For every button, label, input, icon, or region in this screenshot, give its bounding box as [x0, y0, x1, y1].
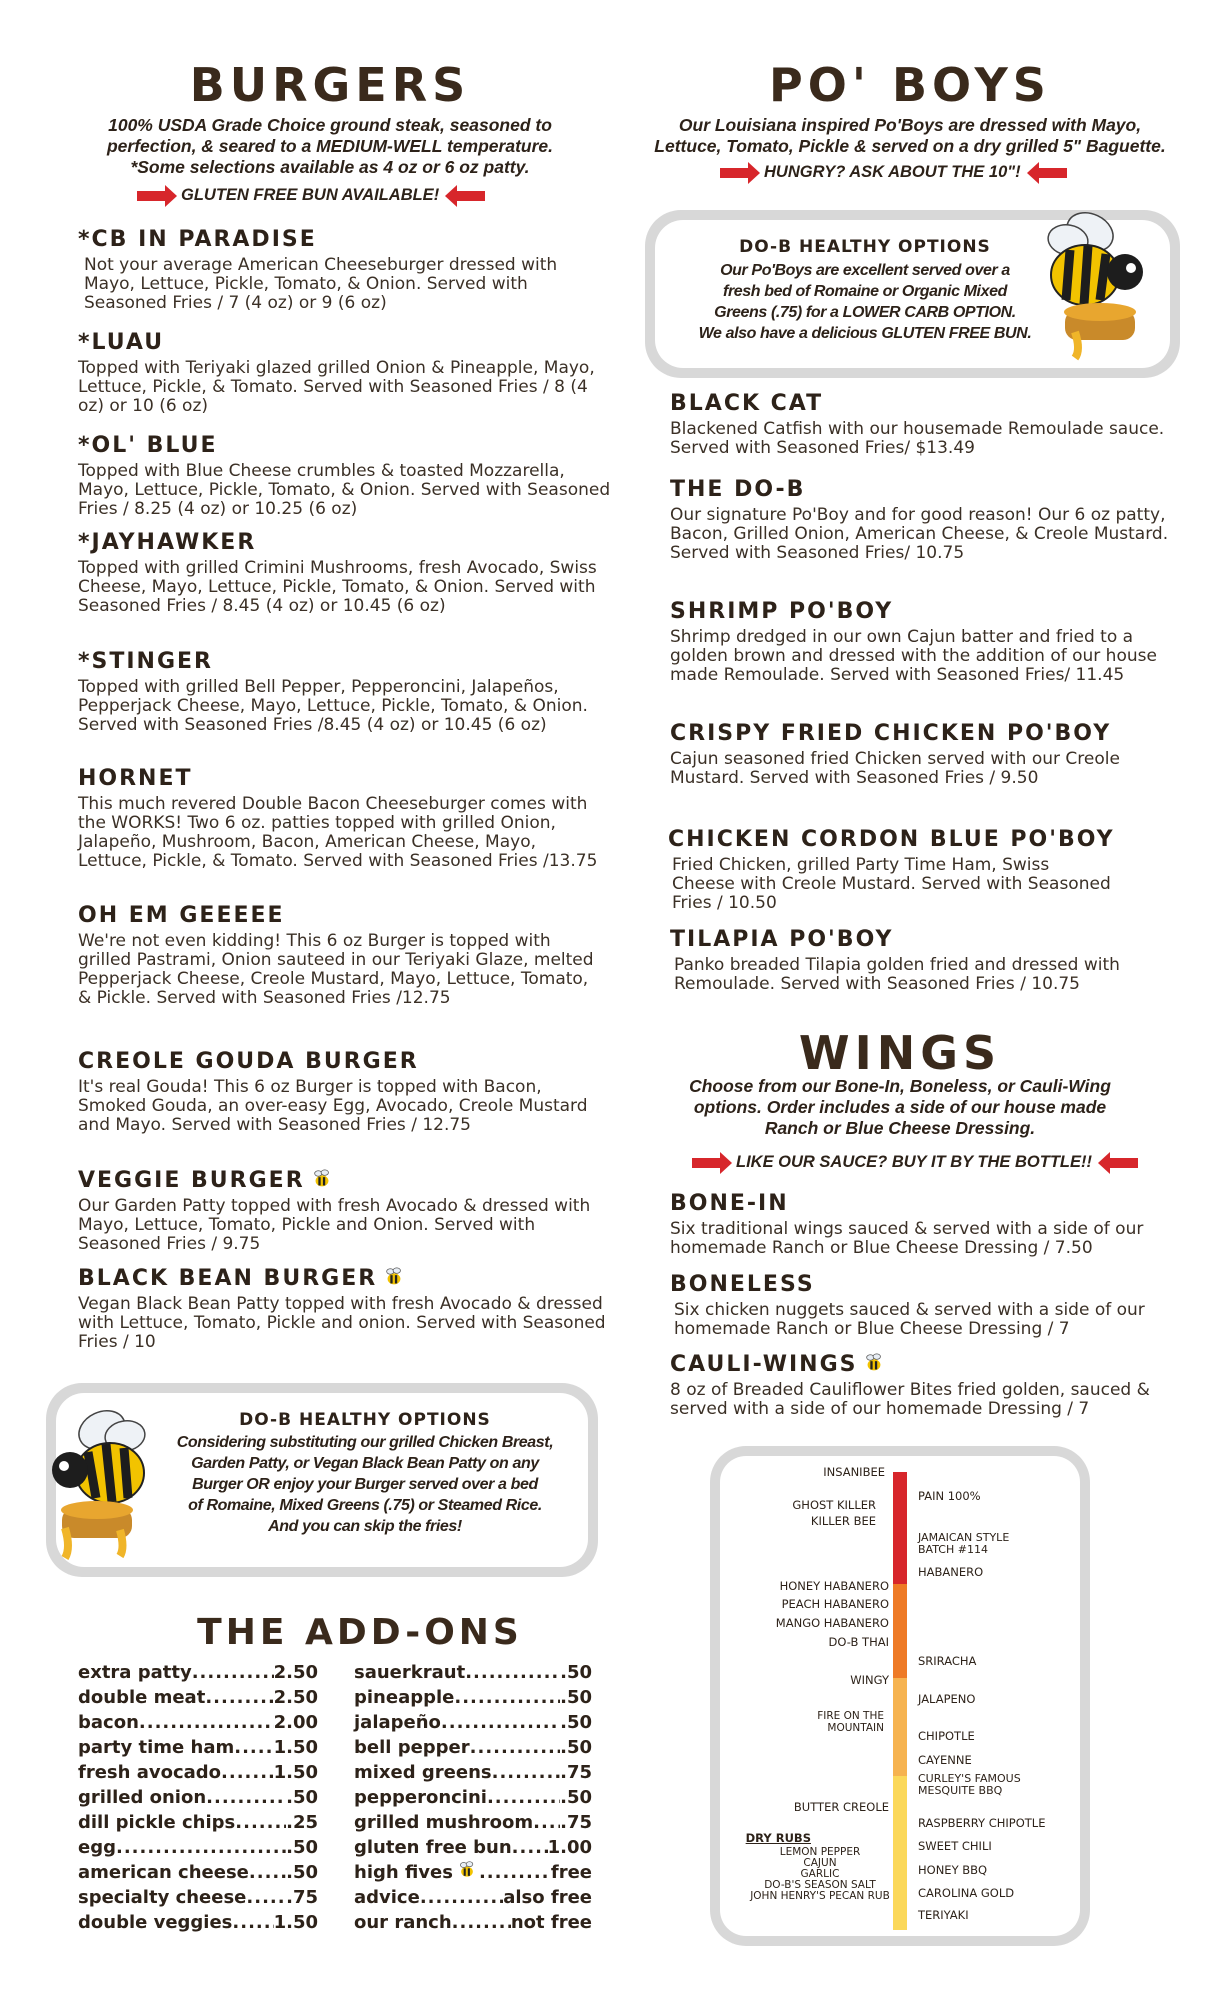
addon-row: grilled onion ..... .50 [78, 1785, 318, 1810]
item-desc: It's real Gouda! This 6 oz Burger is topped with Bacon, Smoked Gouda, an over-easy Egg, Avocado, Creole Mustard and Mayo. Served with Seasoned Fries / 12.75 [78, 1077, 588, 1135]
addon-row: bacon ..... 2.00 [78, 1710, 318, 1735]
item-name: CAULI-WINGS [670, 1352, 1190, 1377]
poboys-title: PO' BOYS [769, 58, 1051, 112]
sauce-label: MOUNTAIN [827, 1722, 884, 1734]
heat-level-hot [893, 1584, 907, 1678]
menu-item [78, 1050, 598, 1135]
item-name: *LUAU [78, 330, 165, 355]
heat-scale-bar [893, 1472, 907, 1930]
ten-inch-callout: HUNGRY? ASK ABOUT THE 10"! [720, 163, 1067, 182]
item-desc: Shrimp dredged in our own Cajun batter and fried to a golden brown and dressed with the addition of our house made Remoulade. Served with Seasoned Fries/ 11.45 [670, 627, 1157, 685]
addon-row: extra patty ..... 2.50 [78, 1660, 318, 1685]
addons-left-list [78, 1660, 318, 1935]
addon-row: double meat ..... 2.50 [78, 1685, 318, 1710]
menu-item [78, 650, 598, 735]
gluten-free-callout: GLUTEN FREE BUN AVAILABLE! [137, 186, 485, 205]
menu-item [78, 1168, 598, 1254]
item-name: BLACK BEAN BURGER [78, 1266, 598, 1291]
item-name: CRISPY FRIED CHICKEN PO'BOY [670, 721, 1112, 746]
poboys-intro: Our Louisiana inspired Po'Boys are dressed with Mayo, Lettuce, Tomato, Pickle & served on a dry grilled 5" Baguette. [654, 115, 1166, 156]
arrow-left-icon [455, 191, 485, 201]
sauce-label: GARLIC [800, 1868, 840, 1880]
item-name: HORNET [78, 766, 193, 791]
item-desc: Topped with grilled Crimini Mushrooms, fresh Avocado, Swiss Cheese, Mayo, Lettuce, Pickle, Tomato, & Onion. Served with Seasoned Fries / 8.45 (4 oz) or 10.45 (6 oz) [78, 558, 597, 616]
item-desc: We're not even kidding! This 6 oz Burger is topped with grilled Pastrami, Onion sauteed in our Teriyaki Glaze, melted Pepperjack Cheese, Creole Mustard, Mayo, Lettuce, Tomato, & Pickle. Served with Seasoned Fries /12.75 [78, 931, 594, 1008]
sauce-label: JAMAICAN STYLE [918, 1531, 1010, 1544]
arrow-right-icon [137, 191, 167, 201]
sauce-label: DO-B'S SEASON SALT [764, 1879, 876, 1891]
item-desc: 8 oz of Breaded Cauliflower Bites fried golden, sauced & served with a side of our homemade Dressing / 7 [670, 1380, 1150, 1419]
sauce-label: BUTTER CREOLE [793, 1800, 889, 1814]
sauce-bottle-callout: LIKE OUR SAUCE? BUY IT BY THE BOTTLE!! [692, 1153, 1138, 1172]
sauce-label: HONEY HABANERO [779, 1579, 889, 1593]
sauce-label: DRY RUBS [745, 1831, 811, 1845]
item-name: *STINGER [78, 649, 213, 674]
item-name: BONELESS [670, 1272, 815, 1297]
item-name: *JAYHAWKER [78, 530, 257, 555]
item-name: VEGGIE BURGER [78, 1168, 598, 1193]
sauce-label: KILLER BEE [810, 1514, 876, 1528]
healthy-options-title: DO-B HEALTHY OPTIONS [239, 1410, 491, 1430]
menu-item [670, 928, 1190, 994]
menu-item [670, 1352, 1190, 1419]
menu-item [670, 600, 1190, 685]
menu-item [670, 1273, 1190, 1339]
menu-item [78, 531, 598, 616]
arrow-left-icon [1037, 168, 1067, 178]
bee-icon [457, 1860, 477, 1880]
addon-row: pineapple ..... .50 [354, 1685, 592, 1710]
sauce-label: CHIPOTLE [918, 1729, 975, 1743]
addon-row: advice ..... also free [354, 1885, 592, 1910]
menu-item [78, 904, 598, 1008]
sauce-label: HABANERO [918, 1565, 984, 1579]
sauce-label: CAROLINA GOLD [918, 1886, 1015, 1900]
sauce-label: CAYENNE [918, 1753, 972, 1767]
addon-row: party time ham ..... 1.50 [78, 1735, 318, 1760]
sauce-label: BATCH #114 [918, 1543, 988, 1556]
sauce-label: WINGY [850, 1673, 889, 1687]
addon-row: dill pickle chips ..... .25 [78, 1810, 318, 1835]
item-desc: Six chicken nuggets sauced & served with a side of our homemade Ranch or Blue Cheese Dressing / 7 [674, 1300, 1145, 1339]
item-desc: Six traditional wings sauced & served with a side of our homemade Ranch or Blue Cheese Dressing / 7.50 [670, 1219, 1144, 1258]
item-desc: Our Garden Patty topped with fresh Avocado & dressed with Mayo, Lettuce, Tomato, Pickle and Onion. Served with Seasoned Fries / 9.75 [78, 1196, 591, 1254]
sauce-label: JOHN HENRY'S PECAN RUB [750, 1890, 890, 1902]
item-name: CHICKEN CORDON BLUE PO'BOY [668, 827, 1115, 852]
sauce-label: FIRE ON THE [817, 1710, 884, 1722]
bee-icon [383, 1266, 405, 1288]
item-name: TILAPIA PO'BOY [670, 927, 894, 952]
menu-item [670, 722, 1190, 788]
menu-item [670, 392, 1190, 458]
sauce-label: JALAPENO [918, 1692, 976, 1706]
addon-row: egg ..... .50 [78, 1835, 318, 1860]
addons-title: THE ADD-ONS [197, 1612, 523, 1653]
addon-row: american cheese ..... .50 [78, 1860, 318, 1885]
item-desc: Our signature Po'Boy and for good reason! Our 6 oz patty, Bacon, Grilled Onion, American Cheese, & Creole Mustard. Served with Seasoned Fries/ 10.75 [670, 505, 1169, 563]
menu-item [670, 478, 1190, 563]
addon-row: sauerkraut ..... .50 [354, 1660, 592, 1685]
bee-icon [863, 1352, 885, 1374]
addon-row: fresh avocado ..... 1.50 [78, 1760, 318, 1785]
item-desc: This much revered Double Bacon Cheeseburger comes with the WORKS! Two 6 oz. patties topped with grilled Onion, Jalapeño, Mushroom, Bacon, American Cheese, Mayo, Lettuce, Pickle, & Tomato. Served with Seasoned Fries /13.75 [78, 794, 598, 871]
item-name: OH EM GEEEEE [78, 903, 285, 928]
healthy-options-text: Our Po'Boys are excellent served over a fresh bed of Romaine or Organic Mixed Greens (.75) for a LOWER CARB OPTION. We also have a delicious GLUTEN FREE BUN. [698, 262, 1032, 342]
healthy-options-text: Considering substituting our grilled Chicken Breast, Garden Patty, or Vegan Black Bean Patty on any Burger OR enjoy your Burger served over a bed of Romaine, Mixed Greens (.75) or Steamed Rice. And you can skip the fries! [176, 1434, 554, 1535]
item-name: *CB IN PARADISE [78, 227, 317, 252]
menu-item [668, 828, 1188, 913]
heat-level-medium [893, 1678, 907, 1776]
sauce-label: HONEY BBQ [918, 1863, 988, 1877]
addon-row: our ranch ..... not free [354, 1910, 592, 1935]
item-desc: Panko breaded Tilapia golden fried and dressed with Remoulade. Served with Seasoned Fries / 10.75 [674, 955, 1120, 994]
menu-item [78, 433, 611, 519]
sauce-label: GHOST KILLER [792, 1498, 876, 1512]
menu-item [670, 1192, 1190, 1258]
sauce-label: LEMON PEPPER [779, 1846, 861, 1858]
item-desc: Vegan Black Bean Patty topped with fresh Avocado & dressed with Lettuce, Tomato, Pickle and onion. Served with Seasoned Fries / 10 [78, 1294, 606, 1352]
item-name: BLACK CAT [670, 391, 824, 416]
addon-row: jalapeño ..... .50 [354, 1710, 592, 1735]
menu-item [78, 331, 598, 416]
burgers-title: BURGERS [189, 58, 471, 112]
sauce-label: MANGO HABANERO [775, 1616, 889, 1630]
addon-row: mixed greens ..... .75 [354, 1760, 592, 1785]
arrow-right-icon [692, 1158, 722, 1168]
item-desc: Topped with grilled Bell Pepper, Pepperoncini, Jalapeños, Pepperjack Cheese, Mayo, Lettuce, Pickle, Tomato, & Onion. Served with Seasoned Fries /8.45 (4 oz) or 10.45 (6 oz) [78, 677, 588, 735]
menu-item [78, 767, 598, 871]
healthy-options-title: DO-B HEALTHY OPTIONS [739, 237, 991, 257]
sauce-label: MESQUITE BBQ [918, 1784, 1003, 1797]
bee-icon [311, 1168, 333, 1190]
heat-level-mild [893, 1776, 907, 1930]
sauce-label: CAJUN [803, 1857, 837, 1869]
sauce-label: TERIYAKI [918, 1908, 969, 1922]
arrow-left-icon [1108, 1158, 1138, 1168]
arrow-right-icon [720, 168, 750, 178]
item-desc: Topped with Blue Cheese crumbles & toasted Mozzarella, Mayo, Lettuce, Pickle, Tomato, & Onion. Served with Seasoned Fries / 8.25 (4 oz) or 10.25 (6 oz) [78, 461, 611, 519]
item-desc: Fried Chicken, grilled Party Time Ham, Swiss Cheese with Creole Mustard. Served with Seasoned Fries / 10.50 [672, 855, 1111, 913]
addon-row: double veggies ..... 1.50 [78, 1910, 318, 1935]
item-desc: Cajun seasoned fried Chicken served with our Creole Mustard. Served with Seasoned Fries / 9.50 [670, 749, 1120, 788]
addon-row: high fives ..... free [354, 1860, 592, 1885]
wings-title: WINGS [798, 1026, 1002, 1080]
item-desc: Blackened Catfish with our housemade Remoulade sauce. Served with Seasoned Fries/ $13.49 [670, 419, 1165, 458]
item-name: BONE-IN [670, 1191, 789, 1216]
menu-item [78, 1266, 606, 1352]
item-name: *OL' BLUE [78, 433, 218, 458]
addons-right-list [354, 1660, 592, 1935]
wings-intro: Choose from our Bone-In, Boneless, or Cauli-Wing options. Order includes a side of our house made Ranch or Blue Cheese Dressing. [689, 1076, 1111, 1138]
sauce-label: SWEET CHILI [918, 1839, 992, 1853]
menu-item [78, 228, 598, 313]
sauce-label: PEACH HABANERO [781, 1597, 889, 1611]
addon-row: pepperoncini ..... .50 [354, 1785, 592, 1810]
sauce-label: RASPBERRY CHIPOTLE [918, 1816, 1046, 1830]
addon-row: gluten free bun ..... 1.00 [354, 1835, 592, 1860]
sauce-label: DO-B THAI [828, 1635, 889, 1649]
bee-mascot-icon [40, 1398, 155, 1563]
sauce-label: INSANIBEE [823, 1465, 885, 1479]
addon-row: grilled mushroom ..... .75 [354, 1810, 592, 1835]
item-desc: Not your average American Cheeseburger dressed with Mayo, Lettuce, Pickle, Tomato, & Onion. Served with Seasoned Fries / 7 (4 oz) or 9 (6 oz) [84, 255, 558, 313]
heat-level-extreme [893, 1472, 907, 1584]
item-name: THE DO-B [670, 477, 806, 502]
addon-row: specialty cheese ..... .75 [78, 1885, 318, 1910]
item-desc: Topped with Teriyaki glazed grilled Onion & Pineapple, Mayo, Lettuce, Pickle, & Tomato. Served with Seasoned Fries / 8 (4 oz) or 10 (6 oz) [78, 358, 595, 416]
item-name: CREOLE GOUDA BURGER [78, 1049, 419, 1074]
bee-mascot-icon [1040, 200, 1155, 365]
item-name: SHRIMP PO'BOY [670, 599, 894, 624]
sauce-label: SRIRACHA [918, 1654, 977, 1668]
sauce-label: CURLEY'S FAMOUS [918, 1772, 1021, 1785]
addon-row: bell pepper ..... .50 [354, 1735, 592, 1760]
sauce-label: PAIN 100% [918, 1489, 981, 1503]
burgers-intro: 100% USDA Grade Choice ground steak, seasoned to perfection, & seared to a MEDIUM-WELL temperature. *Some selections available as 4 oz or 6 oz patty. [106, 115, 553, 177]
